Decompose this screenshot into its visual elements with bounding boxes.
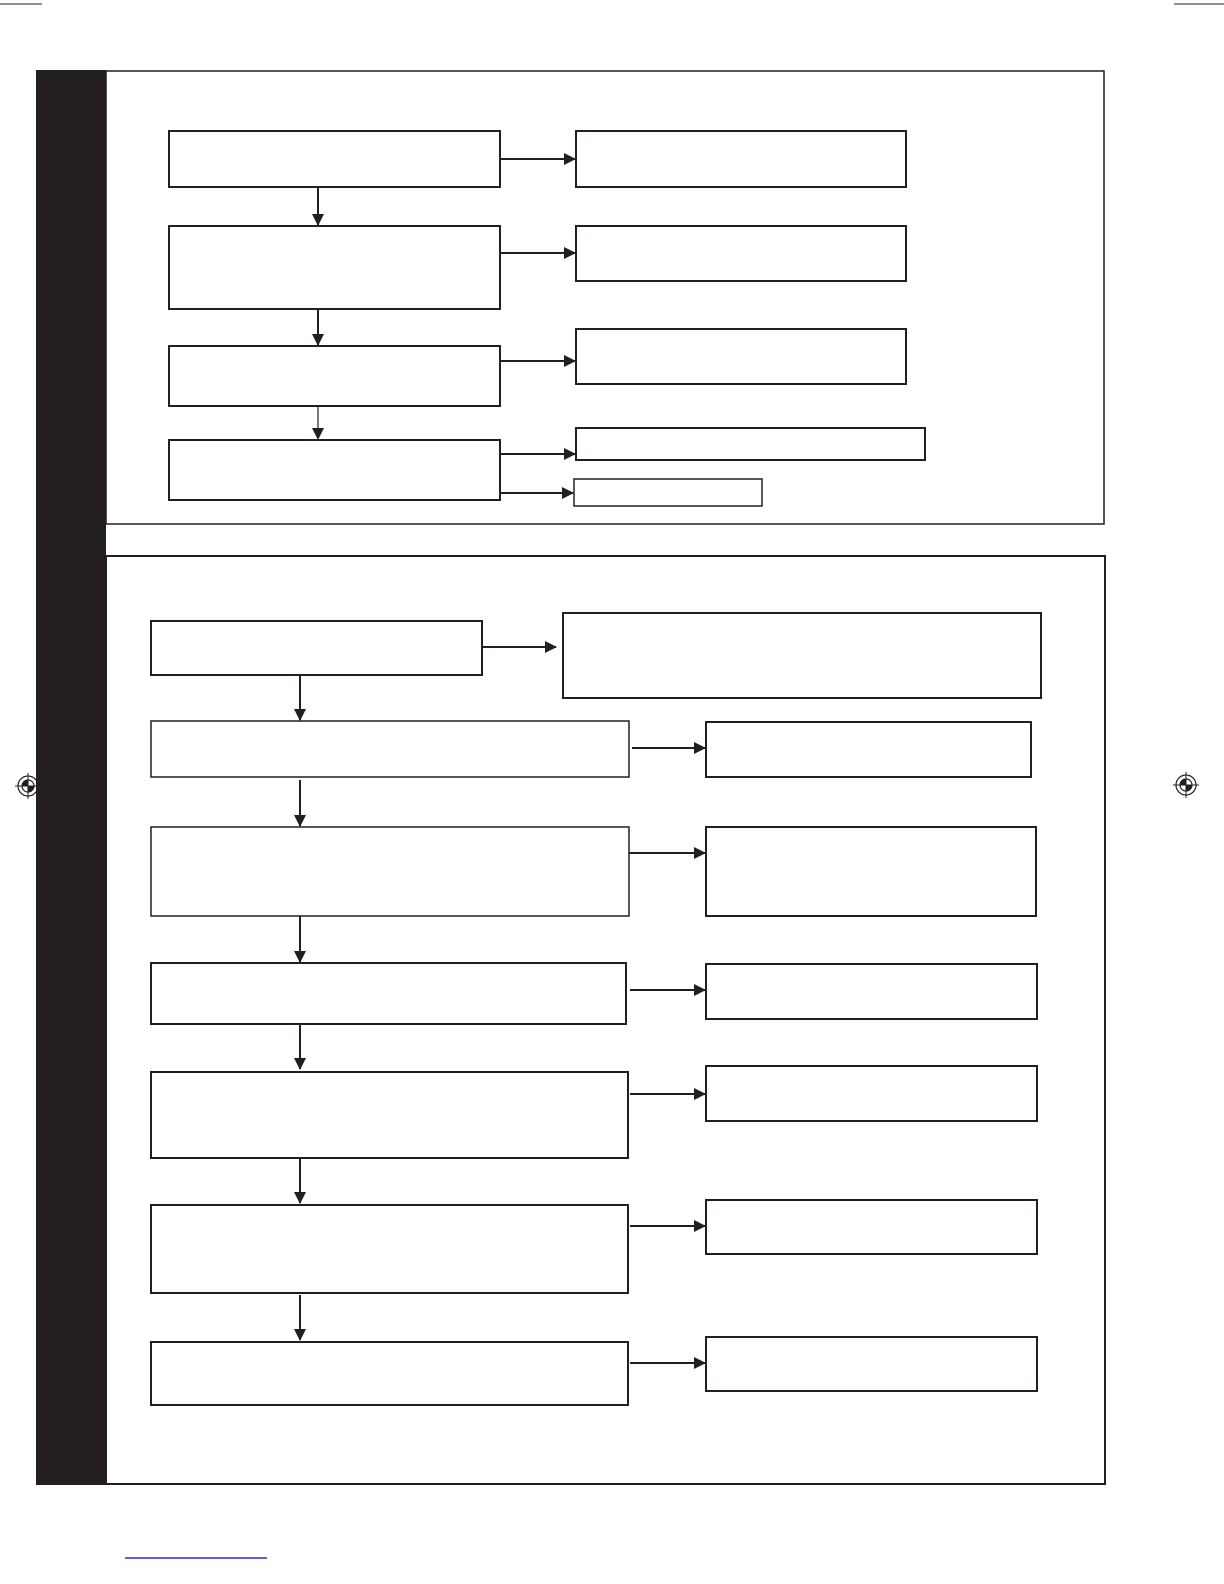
bottom-outcome-box-1 (563, 613, 1041, 698)
top-panel-main-steps (169, 131, 500, 500)
bottom-step-box-6 (151, 1205, 628, 1293)
top-step-box-2 (169, 226, 500, 309)
bottom-step-box-1 (151, 621, 482, 675)
top-panel-outcomes (574, 131, 925, 506)
top-step-box-1 (169, 131, 500, 187)
top-outcome-box-5 (574, 479, 762, 506)
bottom-step-box-4 (151, 963, 626, 1024)
bottom-panel-main-steps (151, 621, 629, 1405)
bottom-outcome-box-3 (706, 827, 1036, 916)
bottom-step-box-2 (151, 721, 629, 777)
registration-mark-icon (1173, 772, 1199, 798)
bottom-step-box-3 (151, 827, 629, 916)
top-outcome-box-3 (576, 329, 906, 384)
bottom-outcome-box-7 (706, 1337, 1037, 1391)
bottom-outcome-box-5 (706, 1066, 1037, 1121)
sidebar-strip (36, 70, 106, 1485)
bottom-step-box-7 (151, 1342, 628, 1405)
bottom-step-box-5 (151, 1072, 628, 1158)
top-outcome-box-1 (576, 131, 906, 187)
bottom-outcome-box-4 (706, 964, 1037, 1019)
bottom-panel-outcomes (563, 613, 1041, 1391)
top-step-box-4 (169, 440, 500, 500)
top-outcome-box-2 (576, 226, 906, 281)
bottom-outcome-box-2 (706, 722, 1031, 777)
top-outcome-box-4 (576, 428, 925, 460)
bottom-outcome-box-6 (706, 1200, 1037, 1254)
top-step-box-3 (169, 346, 500, 406)
